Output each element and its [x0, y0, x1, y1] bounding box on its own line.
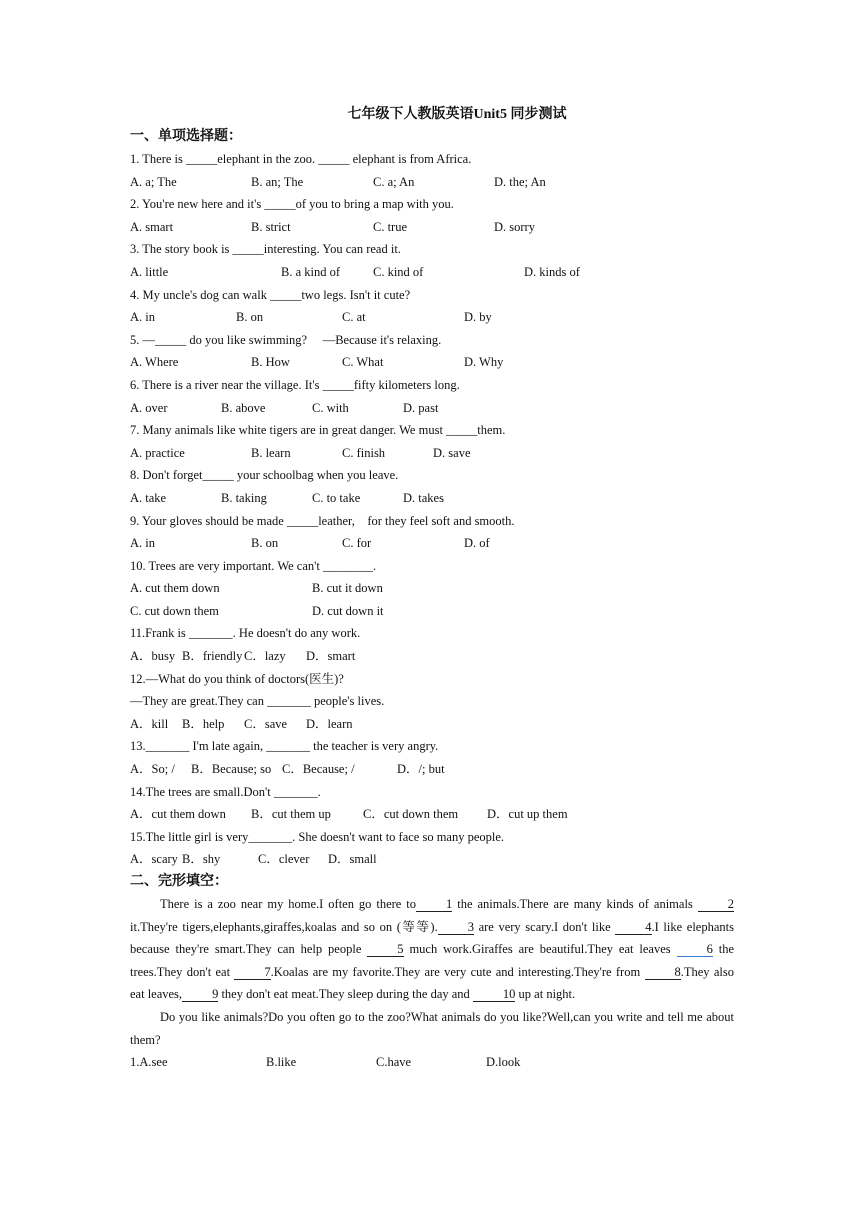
cloze-text: There is a zoo near my home.I often go there to	[160, 897, 417, 911]
option-B[interactable]: B. on	[236, 310, 264, 325]
cloze-blank-8[interactable]: 8	[645, 965, 681, 980]
question-1-stem: 1. There is _____elephant in the zoo. _____ elephant is from Africa.	[130, 152, 472, 166]
option-A[interactable]: A．cut them down	[130, 807, 226, 822]
cloze-text: it.They're tigers,elephants,giraffes,koalas and so on (等等).	[130, 919, 438, 934]
option-B[interactable]: B. on	[251, 536, 279, 551]
option-A[interactable]: A. a; The	[130, 174, 177, 189]
question-14-options	[130, 803, 734, 826]
option-B[interactable]: B. taking	[221, 490, 267, 505]
cloze-blank-9[interactable]: 9	[182, 987, 218, 1002]
option-A[interactable]: A. in	[130, 536, 155, 551]
question-11-stem: 11.Frank is _______. He doesn't do any work.	[130, 626, 361, 641]
option-A[interactable]: A. practice	[130, 445, 185, 460]
question-3-stem: 3. The story book is _____interesting. You can read it.	[130, 242, 401, 257]
question-2-stem: 2. You're new here and it's _____of you to bring a map with you.	[130, 197, 454, 212]
option-D[interactable]: D．small	[328, 852, 377, 867]
cloze-blank-10[interactable]: 10	[473, 987, 516, 1002]
option-B[interactable]: B．friendly	[182, 649, 243, 664]
question-8-options	[130, 487, 734, 510]
cloze-question-1-options	[130, 1051, 734, 1074]
option-A[interactable]: A．scary	[130, 852, 178, 867]
option-A[interactable]: A. smart	[130, 219, 174, 234]
option-C[interactable]: C. kind of	[373, 264, 424, 279]
question-10-options	[130, 577, 734, 600]
cloze-text: .Koalas are my favorite.They are very cute and interesting.They're from	[270, 964, 645, 979]
option-B[interactable]: B. strict	[251, 219, 291, 234]
option-C[interactable]: C. true	[373, 219, 408, 234]
question-4-options	[130, 306, 734, 329]
option-D[interactable]: D．learn	[306, 716, 353, 731]
question-12-stem: 12.—What do you think of doctors(医生)?	[130, 671, 344, 686]
cloze-blank-1[interactable]: 1	[416, 897, 452, 912]
option-D[interactable]: D．smart	[306, 649, 356, 664]
option-C[interactable]: C. cut down them	[130, 603, 219, 618]
option-B[interactable]: B．shy	[182, 852, 221, 867]
option-A[interactable]: A. Where	[130, 355, 179, 370]
page-title: 七年级下人教版英语Unit5 同步测试	[347, 107, 567, 122]
option-C[interactable]: C．clever	[258, 852, 310, 867]
question-6-options	[130, 397, 734, 420]
option-C[interactable]: C. at	[342, 310, 366, 325]
question-15-stem: 15.The little girl is very_______. She doesn't want to face so many people.	[130, 829, 505, 844]
question-10-stem: 10. Trees are very important. We can't ________.	[130, 558, 377, 573]
cloze-option-B[interactable]: B.like	[266, 1055, 297, 1070]
option-B[interactable]: B．Because; so	[191, 762, 272, 777]
cloze-option-D[interactable]: D.look	[486, 1055, 521, 1070]
cloze-blank-2[interactable]: 2	[698, 897, 734, 912]
option-D[interactable]: D．/; but	[397, 762, 445, 777]
question-5-stem: 5. —_____ do you like swimming? —Because it's relaxing.	[130, 332, 442, 347]
question-9-options	[130, 532, 734, 555]
question-11-options	[130, 645, 734, 668]
option-B[interactable]: B. cut it down	[312, 581, 383, 596]
question-3-options	[130, 261, 734, 284]
cloze-text: .I like elephants because they're smart.They can help people	[130, 919, 734, 957]
option-A[interactable]: A. take	[130, 490, 167, 505]
question-9-stem: 9. Your gloves should be made _____leather, for they feel soft and smooth.	[130, 513, 515, 528]
option-A[interactable]: A．So; /	[130, 762, 175, 777]
document-page	[130, 104, 734, 1074]
cloze-text: the trees.They don't eat	[130, 942, 734, 979]
question-12-stem-line2: —They are great.They can _______ people's lives.	[130, 694, 385, 709]
section-heading-multiple-choice: 一、单项选择题：	[130, 129, 242, 144]
cloze-text: are very scary.I don't like	[473, 919, 616, 934]
option-C[interactable]: C. a; An	[373, 174, 415, 189]
option-C[interactable]: C．lazy	[244, 649, 286, 664]
option-D[interactable]: D. takes	[403, 490, 444, 505]
question-1-options	[130, 171, 734, 194]
option-D[interactable]: D. Why	[464, 355, 504, 370]
option-B[interactable]: B．help	[182, 716, 225, 731]
option-C[interactable]: C. to take	[312, 490, 361, 505]
option-A[interactable]: A. in	[130, 310, 155, 325]
question-12-options	[130, 713, 734, 736]
question-7-options	[130, 442, 734, 465]
question-5-options	[130, 351, 734, 374]
option-A[interactable]: A. over	[130, 400, 168, 415]
option-C[interactable]: C．Because; /	[282, 762, 355, 777]
option-B[interactable]: B. How	[251, 355, 290, 370]
option-B[interactable]: B. a kind of	[281, 264, 341, 279]
option-D[interactable]: D. save	[433, 445, 471, 460]
option-D[interactable]: D．cut up them	[487, 807, 568, 822]
cloze-question-prompt: Do you like animals?Do you often go to the zoo?What animals do you like?Well,can you write and tell me about them?	[130, 1009, 734, 1047]
cloze-text: they don't eat meat.They sleep during the day and	[218, 987, 473, 1002]
option-C[interactable]: C. with	[312, 400, 349, 415]
option-D[interactable]: D. cut down it	[312, 603, 384, 618]
cloze-blank-4[interactable]: 4	[615, 920, 651, 935]
cloze-blank-5[interactable]: 5	[367, 942, 403, 957]
cloze-text: much work.Giraffes are beautiful.They eat leaves	[403, 942, 677, 957]
cloze-option-A[interactable]: 1.A.see	[130, 1055, 168, 1070]
cloze-option-C[interactable]: C.have	[376, 1055, 412, 1070]
option-C[interactable]: C．save	[244, 716, 288, 731]
question-15-options	[130, 848, 734, 871]
option-C[interactable]: C．cut down them	[363, 807, 459, 822]
question-6-stem: 6. There is a river near the village. It's _____fifty kilometers long.	[130, 377, 460, 392]
cloze-blank-6[interactable]: 6	[677, 942, 713, 957]
question-10-options	[130, 600, 734, 623]
question-7-stem: 7. Many animals like white tigers are in great danger. We must _____them.	[130, 423, 506, 438]
option-D[interactable]: D. kinds of	[524, 264, 580, 279]
multiple-choice-list	[130, 148, 734, 871]
cloze-text: the animals.There are many kinds of animals	[452, 897, 698, 911]
cloze-text: up at night.	[515, 987, 576, 1002]
option-A[interactable]: A．busy	[130, 649, 176, 664]
question-4-stem: 4. My uncle's dog can walk _____two legs. Isn't it cute?	[130, 287, 411, 302]
option-D[interactable]: D. by	[464, 310, 492, 325]
option-A[interactable]: A. little	[130, 264, 169, 279]
question-2-options	[130, 216, 734, 239]
section-heading-cloze: 二、完形填空：	[130, 874, 228, 889]
question-13-stem: 13._______ I'm late again, _______ the teacher is very angry.	[130, 739, 439, 754]
question-14-stem: 14.The trees are small.Don't _______.	[130, 784, 321, 799]
option-B[interactable]: B. an; The	[251, 174, 304, 189]
option-D[interactable]: D. of	[464, 536, 490, 551]
option-D[interactable]: D. sorry	[494, 219, 535, 234]
option-A[interactable]: A．kill	[130, 716, 169, 731]
option-C[interactable]: C. finish	[342, 445, 386, 460]
option-A[interactable]: A. cut them down	[130, 581, 220, 596]
question-13-options	[130, 758, 734, 781]
option-C[interactable]: C. for	[342, 536, 372, 551]
cloze-blank-7[interactable]: 7	[234, 965, 270, 980]
option-B[interactable]: B. learn	[251, 445, 291, 460]
option-B[interactable]: B. above	[221, 400, 266, 415]
option-D[interactable]: D. the; An	[494, 174, 546, 189]
option-C[interactable]: C. What	[342, 355, 384, 370]
cloze-text: .They also eat leaves,	[130, 964, 734, 1002]
cloze-blank-3[interactable]: 3	[438, 920, 474, 935]
option-D[interactable]: D. past	[403, 400, 439, 415]
option-B[interactable]: B．cut them up	[251, 807, 331, 822]
cloze-passage	[130, 893, 734, 1006]
question-8-stem: 8. Don't forget_____ your schoolbag when you leave.	[130, 468, 399, 483]
